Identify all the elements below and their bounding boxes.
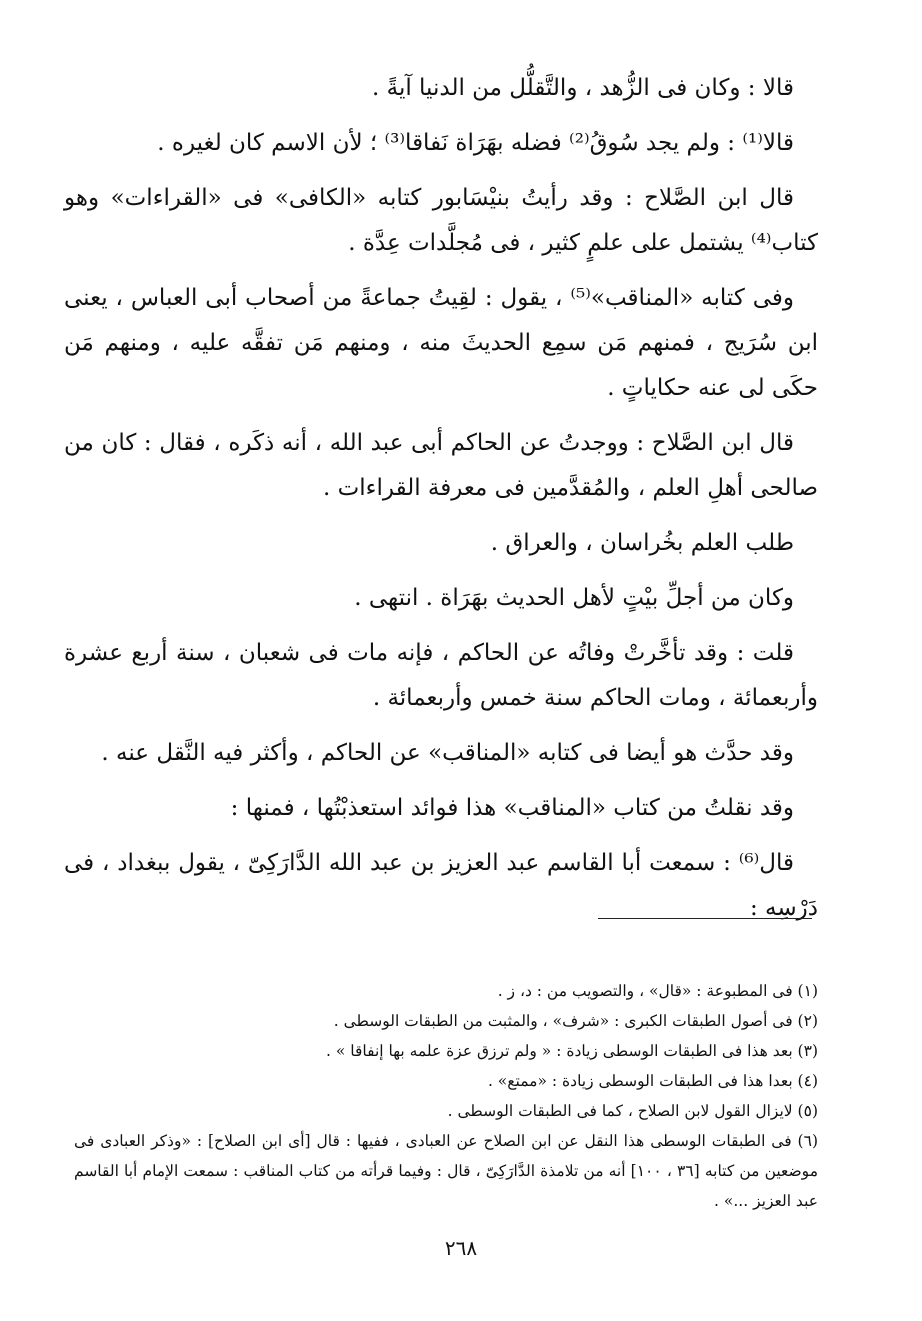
paragraph: قلت : وقد تأخَّرتْ وفاتُه عن الحاكم ، فإنه مات فى شعبان ، سنة أربع عشرة وأربعمائة ، ومات الحاكم سنة خمس وأربعمائة .	[64, 640, 818, 711]
footnote: (٤) بعدا هذا فى الطبقات الوسطى زيادة : «ممتع» .	[487, 1072, 818, 1090]
paragraph: قال ابن الصَّلاح : ووجدتُ عن الحاكم أبى عبد الله ، أنه ذكَره ، فقال : كان من صالحى أهلِ العلم ، والمُقدَّمين فى معرفة القراءات .	[64, 430, 818, 501]
paragraph: وقد نقلتُ من كتاب «المناقب» هذا فوائد استعذبْتُها ، فمنها :	[230, 795, 794, 821]
paragraph: طلب العلم بخُراسان ، والعراق .	[490, 530, 794, 556]
footnote-divider	[598, 918, 812, 919]
footnotes	[74, 976, 818, 1216]
paragraph: قالا⁽¹⁾ : ولم يجد سُوقُ⁽²⁾ فضله بهَرَاة نَفاقا⁽³⁾ ؛ لأن الاسم كان لغيره .	[157, 130, 794, 156]
footnote: (٣) بعد هذا فى الطبقات الوسطى زيادة : « ولم ترزق عزة علمه بها إنفاقا » .	[325, 1042, 818, 1060]
paragraph: وفى كتابه «المناقب»⁽⁵⁾ ، يقول : لقِيتُ جماعةً من أصحاب أبى العباس ، يعنى ابن سُرَيج ، فمنهم مَن سمِع الحديثَ منه ، ومنهم مَن تفقَّه عليه ، ومنهم مَن حكَى لى عنه حكاياتٍ .	[64, 285, 819, 401]
paragraph: وكان من أجلِّ بيْتٍ لأهل الحديث بهَرَاة . انتهى .	[354, 585, 794, 611]
footnote: (٥) لايزال القول لابن الصلاح ، كما فى الطبقات الوسطى .	[447, 1102, 818, 1120]
paragraph: قال ابن الصَّلاح : وقد رأيتُ بنيْسَابور كتابه «الكافى» فى «القراءات» وهو كتاب⁽⁴⁾ يشتمل على علمٍ كثير ، فى مُجلَّدات عِدَّة .	[64, 185, 818, 256]
paragraph: قال⁽⁶⁾ : سمعت أبا القاسم عبد العزيز بن عبد الله الدَّارَكِىّ ، يقول ببغداد ، فى دَرْسِه :	[64, 850, 818, 921]
footnote: (٦) فى الطبقات الوسطى هذا النقل عن ابن الصلاح عن العبادى ، ففيها : قال [أى ابن الصلاح] : «وذكر العبادى فى موضعين من كتابه [٣٦ ، ١٠٠] أنه من تلامذة الدَّارَكِىّ ، قال : وفيما قرأته من كتاب المناقب : سمعت الإمام أبا القاسم عبد العزيز ...» .	[74, 1132, 818, 1210]
page-number: ٢٦٨	[444, 1236, 478, 1260]
footnote: (٢) فى أصول الطبقات الكبرى : «شرف» ، والمثبت من الطبقات الوسطى .	[333, 1012, 818, 1030]
footnote: (١) فى المطبوعة : «قال» ، والتصويب من : د، ز .	[497, 982, 818, 1000]
main-text	[64, 66, 818, 941]
paragraph: قالا : وكان فى الزُّهد ، والتَّقلُّل من الدنيا آيةً .	[371, 75, 794, 101]
paragraph: وقد حدَّث هو أيضا فى كتابه «المناقب» عن الحاكم ، وأكثر فيه النَّقل عنه .	[101, 740, 794, 766]
